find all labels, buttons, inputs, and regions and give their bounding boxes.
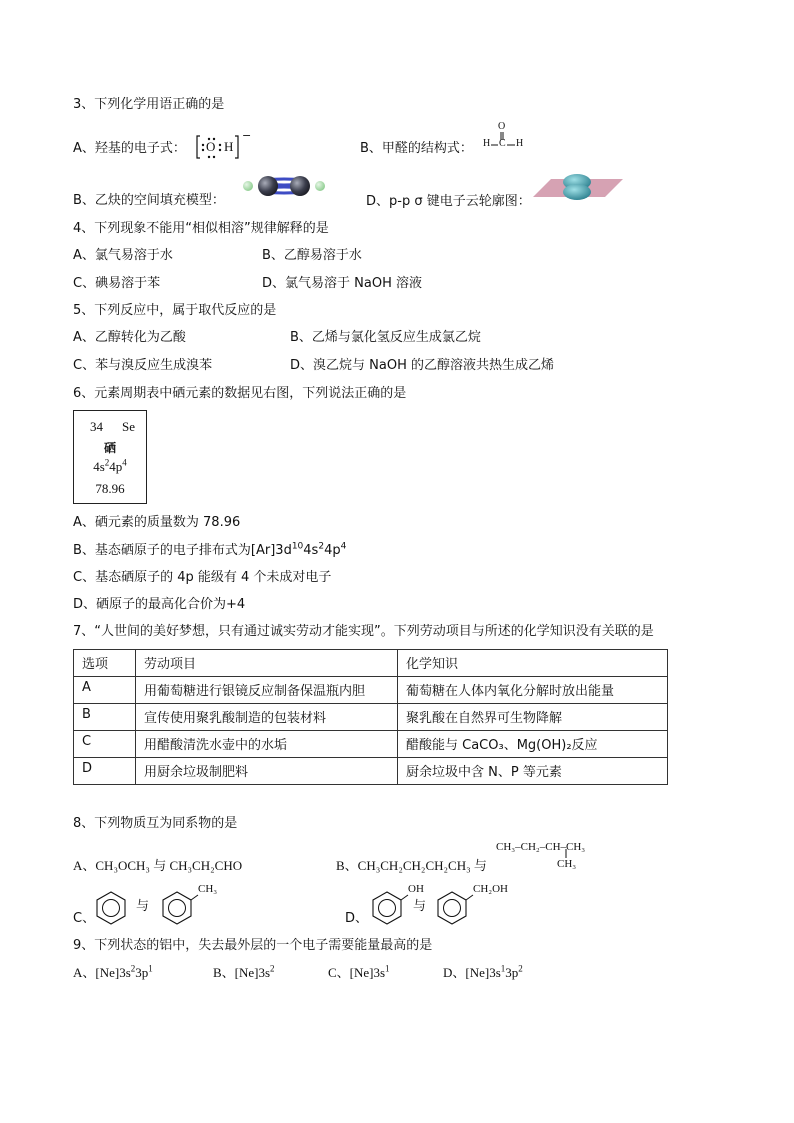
charge-sign: − [242,129,252,142]
q9-stem: 9、下列状态的铝中，失去最外层的一个电子需要能量最高的是 [73,938,433,953]
q8-option-b: B、CH₃CH₂CH₂CH₂CH₃ 与 [336,858,487,873]
header-chem-knowledge: 化学知识 [398,650,668,677]
element-name: 硒 [103,441,116,455]
table-row [74,758,668,785]
table-cell: A [74,677,136,704]
header-option: 选项 [74,650,136,677]
q6-option-a: A、硒元素的质量数为 78.96 [73,515,241,530]
benzene-ring-icon [94,889,128,925]
table-row [74,677,668,704]
q9-option-d: D、$[Ne]3s^13p^2$ [443,963,523,980]
hydroxymethyl-group: CH₂OH [473,883,509,895]
q4-option-d: D、氯气易溶于 NaOH 溶液 [262,276,422,291]
table-cell: D [74,758,136,785]
branched-alkane-branch: CH₃ [557,858,577,870]
q8-stem: 8、下列物质互为同系物的是 [73,816,238,831]
hydroxyl-group: OH [408,883,424,895]
table-cell: 醋酸能与 CaCO₃、Mg(OH)₂反应 [398,731,668,758]
q7-table [73,649,668,785]
oxygen-symbol: O [206,139,216,154]
table-header-row [74,650,668,677]
formaldehyde-O: O [498,121,506,132]
atomic-mass: 78.96 [95,481,125,496]
q4-option-b: B、乙醇易溶于水 [262,248,362,263]
table-cell: 厨余垃圾中含 N、P 等元素 [398,758,668,785]
q4-option-a: A、氯气易溶于水 [73,248,173,263]
q4-stem: 4、下列现象不能用“相似相溶”规律解释的是 [73,221,329,236]
table-cell: C [74,731,136,758]
p-p-sigma-orbital-icon [533,170,623,206]
table-cell: 用醋酸清洗水壶中的水垢 [136,731,398,758]
q4-option-c: C、碘易溶于苯 [73,276,161,291]
q9-option-b: B、$[Ne]3s^2$ [213,963,275,980]
q3-option-d-label: D、p-p σ 键电子云轮廓图： [366,194,531,209]
atomic-number: 34 [90,419,103,434]
formaldehyde-structure [482,122,526,152]
element-symbol: Se [122,419,135,434]
q3-option-a-label: A、羟基的电子式： [73,141,186,156]
formaldehyde-C: C [499,138,506,149]
table-cell: 宣传使用聚乳酸制造的包装材料 [136,704,398,731]
q6-option-b: B、基态硒原子的电子排布式为$[Ar]3d^{10}4s^24p^4$ [73,541,347,558]
q8-option-c-label: C、 [73,911,96,926]
formaldehyde-H-right: H [516,138,524,149]
q8-option-a: A、CH₃OCH₃ 与 CH₃CH₂CHO [73,858,243,873]
valence-configuration: $4s^24p^4$ [93,457,127,474]
q3-option-c-label: B、乙炔的空间填充模型： [73,193,225,208]
table-cell: 用厨余垃圾制肥料 [136,758,398,785]
q3-option-b-label: B、甲醛的结构式： [360,141,473,156]
q5-option-a: A、乙醇转化为乙酸 [73,330,186,345]
methyl-group: CH₃ [198,883,218,895]
table-row [74,731,668,758]
table-row [74,704,668,731]
q8-option-d-label: D、 [345,911,369,926]
q3-option-a-formula [195,129,255,162]
q8-d-and: 与 [413,899,427,914]
selenium-element-card [73,410,147,504]
branched-alkane-main-chain: CH₃–CH₂–CH–CH₃ [496,841,586,853]
table-cell: 用葡萄糖进行银镜反应制备保温瓶内胆 [136,677,398,704]
header-labor-item: 劳动项目 [136,650,398,677]
q6-option-c: C、基态硒原子的 4p 能级有 4 个未成对电子 [73,570,332,585]
q8-c-and: 与 [136,899,150,914]
q3-stem: 3、下列化学用语正确的是 [73,97,225,112]
formaldehyde-H-left: H [483,138,491,149]
q6-stem: 6、元素周期表中硒元素的数据见右图，下列说法正确的是 [73,386,407,401]
table-cell: B [74,704,136,731]
hydrogen-symbol: H [224,139,234,154]
q9-option-a: A、$[Ne]3s^23p^1$ [73,963,153,980]
q9-option-c: C、$[Ne]3s^1$ [328,963,390,980]
q6-option-d: D、硒原子的最高化合价为+4 [73,597,246,612]
q5-option-b: B、乙烯与氯化氢反应生成氯乙烷 [290,330,481,345]
q6-option-b-text: B、基态硒原子的电子排布式为[Ar]3d [73,543,292,558]
q5-option-d: D、溴乙烷与 NaOH 的乙醇溶液共热生成乙烯 [290,358,554,373]
q5-option-c: C、苯与溴反应生成溴苯 [73,358,213,373]
table-cell: 聚乳酸在自然界可生物降解 [398,704,668,731]
acetylene-space-filling-model [242,172,326,200]
table-cell: 葡萄糖在人体内氧化分解时放出能量 [398,677,668,704]
q7-stem: 7、“人世间的美好梦想，只有通过诚实劳动才能实现”。下列劳动项目与所述的化学知识没有关联的是 [73,624,654,639]
q5-stem: 5、下列反应中，属于取代反应的是 [73,303,277,318]
